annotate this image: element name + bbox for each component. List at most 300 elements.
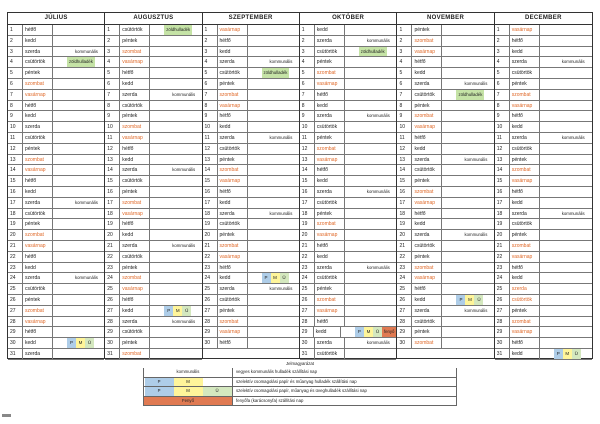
day-row [203,230,299,241]
collection-cell [150,187,201,197]
kommunalis-tag: kommunális [464,80,488,86]
day-name: vasárnap [218,101,248,111]
day-name: szombat [23,230,53,240]
legend-text: vegyes kommunális hulladék szállítási nap [236,369,317,374]
day-number: 28 [203,317,218,327]
day-number: 25 [105,284,120,294]
legend-text: szelektív csomagolási papír és műanyag hulladék szállítási nap [236,378,357,384]
collection-cell [150,165,201,175]
day-name: szerda [120,90,150,100]
day-row [495,57,592,68]
day-row [300,133,397,144]
day-number: 24 [397,273,412,283]
day-name: csütörtök [315,273,345,283]
day-name: péntek [120,338,150,348]
day-row [300,327,397,338]
day-name: szombat [218,165,248,175]
day-number: 20 [300,230,315,240]
day-number: 5 [397,68,412,78]
day-name: szerda [510,133,540,143]
kommunalis-tag: kommunális [269,210,293,216]
day-number: 6 [300,79,315,89]
collection-cell [150,101,201,111]
day-number: 8 [105,101,120,111]
collection-cell [53,101,104,111]
day-number: 23 [397,263,412,273]
day-number: 29 [495,327,510,337]
green-waste-tag: zöldhulladék [67,57,95,67]
day-row [397,263,493,274]
day-name: vasárnap [315,155,345,165]
day-name: csütörtök [510,144,540,154]
day-row [397,155,493,166]
collection-cell [53,284,104,294]
day-number: 12 [105,144,120,154]
day-number: 29 [203,327,218,337]
day-row [495,295,592,306]
collection-cell [150,47,201,57]
day-number: 2 [397,36,412,46]
collection-cell [442,306,493,316]
day-number: 12 [397,144,412,154]
day-row [495,263,592,274]
day-number: 6 [397,79,412,89]
day-name: kedd [218,47,248,57]
collection-cell [442,327,493,337]
day-row [300,317,397,328]
day-name: hétfő [412,57,442,67]
day-row [105,230,201,241]
day-row [495,338,592,349]
day-number: 31 [300,349,315,359]
collection-cell [540,111,592,121]
day-number: 10 [300,122,315,132]
day-name: péntek [23,219,53,229]
day-number: 26 [495,295,510,305]
day-row [495,68,592,79]
collection-cell [442,79,493,89]
green-waste-tag: zöldhulladék [456,90,484,100]
collection-cell [53,57,104,67]
kommunalis-tag: kommunális [75,199,98,205]
day-row [8,155,104,166]
day-name: csütörtök [510,219,540,229]
day-row [8,90,104,101]
pmu-letter: M [271,273,280,283]
day-number: 18 [105,209,120,219]
day-number: 7 [8,90,23,100]
day-row [397,101,493,112]
collection-cell [53,36,104,46]
day-name: vasárnap [510,327,540,337]
day-number: 1 [397,25,412,35]
day-row [8,165,104,176]
day-name: vasárnap [412,122,442,132]
day-name: szerda [218,57,248,67]
day-row [203,273,299,284]
legend-row-pm [143,378,457,388]
day-number: 27 [8,306,23,316]
collection-cell [540,155,592,165]
day-name: vasárnap [23,165,53,175]
day-row [397,176,493,187]
day-name: csütörtök [412,241,442,251]
collection-cell [345,198,397,208]
day-name: vasárnap [120,284,150,294]
collection-cell [53,306,104,316]
day-name: kedd [315,101,345,111]
day-number: 13 [495,155,510,165]
collection-cell [540,176,592,186]
collection-cell [150,25,201,35]
day-row [300,219,397,230]
day-number: 8 [397,101,412,111]
day-number: 18 [8,209,23,219]
month-column [495,13,592,358]
day-number: 22 [105,252,120,262]
day-row [495,219,592,230]
day-row [397,209,493,220]
day-row [397,198,493,209]
collection-cell [345,176,397,186]
day-name: szombat [120,273,150,283]
day-number: 4 [397,57,412,67]
day-name: szombat [315,219,345,229]
day-number: 30 [397,338,412,348]
day-row [8,230,104,241]
day-number: 25 [203,284,218,294]
day-number: 21 [105,241,120,251]
day-row [397,252,493,263]
collection-cell [248,101,299,111]
pmu-letter: P [355,327,364,337]
day-number: 23 [495,263,510,273]
green-waste-tag: zöldhulladék [164,25,192,35]
collection-cell [442,47,493,57]
month-column [8,13,105,358]
day-number: 12 [495,144,510,154]
day-name: szombat [510,317,540,327]
day-row [300,101,397,112]
collection-cell [345,68,397,78]
day-name: szerda [23,198,53,208]
day-name: szombat [218,241,248,251]
day-row [105,101,201,112]
collection-cell [53,230,104,240]
day-number: 9 [8,111,23,121]
collection-cell [248,327,299,337]
day-row [495,25,592,36]
day-row [105,36,201,47]
day-row [8,36,104,47]
collection-cell [150,219,201,229]
day-number: 16 [105,187,120,197]
day-name: hétfő [23,252,53,262]
day-row [495,111,592,122]
day-row [300,25,397,36]
day-number: 13 [300,155,315,165]
day-number: 16 [300,187,315,197]
day-name: szombat [23,155,53,165]
collection-cell [53,338,104,348]
collection-cell [53,209,104,219]
day-name: kedd [218,198,248,208]
day-name: péntek [510,79,540,89]
collection-cell [53,349,104,359]
day-number: 20 [105,230,120,240]
kommunalis-tag: kommunális [366,188,390,194]
day-row [495,133,592,144]
day-name: szombat [412,111,442,121]
collection-cell [345,230,397,240]
day-number: 2 [300,36,315,46]
day-number: 15 [300,176,315,186]
day-number: 3 [397,47,412,57]
day-row [203,176,299,187]
day-name: kedd [412,219,442,229]
day-row [495,36,592,47]
day-name: szombat [120,47,150,57]
collection-cell [248,295,299,305]
collection-cell [248,57,299,67]
day-number: 2 [105,36,120,46]
day-name: hétfő [510,187,540,197]
day-number: 23 [8,263,23,273]
day-name: hétfő [120,144,150,154]
day-row [397,165,493,176]
collection-cell [345,306,397,316]
day-name: csütörtök [218,219,248,229]
day-name: hétfő [218,263,248,273]
day-name: vasárnap [120,57,150,67]
collection-cell [53,219,104,229]
pmu-letter: M [364,327,373,337]
day-row [203,317,299,328]
day-number: 17 [8,198,23,208]
day-number: 14 [495,165,510,175]
collection-cell [53,90,104,100]
collection-cell [150,57,201,67]
day-row [495,144,592,155]
day-name: csütörtök [412,317,442,327]
day-name: szerda [315,187,345,197]
day-number: 22 [8,252,23,262]
collection-cell [53,327,104,337]
collection-cell [248,219,299,229]
day-name: csütörtök [218,144,248,154]
day-number: 16 [203,187,218,197]
collection-cell [248,155,299,165]
collection-cell [442,155,493,165]
collection-cell [150,263,201,273]
day-number: 26 [203,295,218,305]
day-number: 13 [105,155,120,165]
month-column [203,13,300,358]
day-number: 8 [495,101,510,111]
collection-cell [540,327,592,337]
day-row [8,295,104,306]
collection-cell [540,263,592,273]
day-name: szombat [510,90,540,100]
day-row [495,349,592,360]
day-row [495,306,592,317]
day-row [397,36,493,47]
collection-cell [442,284,493,294]
day-number: 25 [495,284,510,294]
day-name: szerda [510,284,540,294]
selective-collection-markers [456,295,483,305]
day-row [105,57,201,68]
day-row [300,252,397,263]
day-name: csütörtök [120,176,150,186]
collection-cell [442,273,493,283]
day-number: 31 [8,349,23,359]
legend-row-pmu [143,387,457,397]
day-number: 7 [203,90,218,100]
day-number: 4 [495,57,510,67]
collection-cell [53,68,104,78]
day-name: szerda [315,263,345,273]
day-row [105,263,201,274]
collection-cell [345,122,397,132]
day-row [495,198,592,209]
day-number: 21 [203,241,218,251]
collection-cell [150,317,201,327]
day-name: péntek [510,230,540,240]
day-name: szerda [412,306,442,316]
day-name: csütörtök [315,122,345,132]
day-number: 28 [495,317,510,327]
day-name: szombat [315,144,345,154]
day-row [300,241,397,252]
day-name: péntek [412,252,442,262]
collection-cell [345,219,397,229]
day-row [397,219,493,230]
collection-cell [53,198,104,208]
day-row [203,209,299,220]
day-row [300,111,397,122]
collection-cell [345,317,397,327]
collection-cell [540,90,592,100]
collection-cell [345,284,397,294]
day-number: 29 [8,327,23,337]
month-title: DECEMBER [495,13,592,25]
day-row [8,241,104,252]
day-number: 22 [397,252,412,262]
day-number: 7 [495,90,510,100]
day-name: vasárnap [120,209,150,219]
day-number: 17 [203,198,218,208]
selective-collection-markers [355,327,382,337]
collection-cell [442,68,493,78]
day-row [8,122,104,133]
day-name: hétfő [510,338,540,348]
day-name: szerda [315,36,345,46]
collection-cell [150,90,201,100]
day-row [397,57,493,68]
collection-cell [53,263,104,273]
day-name: szerda [23,47,53,57]
selective-collection-markers [554,349,581,359]
collection-cell [345,133,397,143]
day-row [300,122,397,133]
collection-cell [248,306,299,316]
collection-cell [540,47,592,57]
day-row [8,209,104,220]
kommunalis-tag: kommunális [172,167,196,173]
day-row [300,176,397,187]
day-row [8,25,104,36]
day-name: hétfő [23,176,53,186]
day-name: péntek [120,187,150,197]
day-row [495,327,592,338]
day-number: 20 [495,230,510,240]
collection-cell [150,230,201,240]
day-row [300,306,397,317]
day-row [203,90,299,101]
day-number: 30 [8,338,23,348]
collection-cell [345,36,397,46]
day-row [203,263,299,274]
kommunalis-tag: kommunális [366,113,390,119]
day-number: 19 [203,219,218,229]
collection-cell [345,144,397,154]
collection-cell [345,295,397,305]
collection-cell [345,338,397,348]
day-name: hétfő [510,111,540,121]
collection-cell [442,252,493,262]
day-number: 10 [8,122,23,132]
collection-cell [53,176,104,186]
day-number: 3 [105,47,120,57]
day-number: 28 [8,317,23,327]
day-row [105,198,201,209]
day-name: szerda [510,209,540,219]
day-name: kedd [315,176,345,186]
day-name: hétfő [218,187,248,197]
collection-cell [150,111,201,121]
day-row [300,263,397,274]
collection-cell [53,295,104,305]
day-name: péntek [315,133,345,143]
day-row [495,284,592,295]
day-number: 1 [300,25,315,35]
collection-cell [442,230,493,240]
day-number: 1 [105,25,120,35]
pmu-letter: Ü [85,338,94,348]
day-name: szombat [120,349,150,359]
day-name: péntek [23,144,53,154]
day-row [105,122,201,133]
day-row [203,122,299,133]
day-row [203,133,299,144]
legend-key: P M Ü [144,387,233,396]
day-name: vasárnap [510,176,540,186]
day-number: 18 [397,209,412,219]
day-row [105,252,201,263]
day-row [397,187,493,198]
month-title: SZEPTEMBER [203,13,299,25]
collection-cell [248,144,299,154]
day-name: hétfő [412,209,442,219]
day-row [300,273,397,284]
day-name: kedd [510,122,540,132]
day-name: péntek [120,111,150,121]
day-number: 7 [397,90,412,100]
day-name: kedd [120,306,150,316]
day-name: csütörtök [218,68,248,78]
collection-cell [540,306,592,316]
